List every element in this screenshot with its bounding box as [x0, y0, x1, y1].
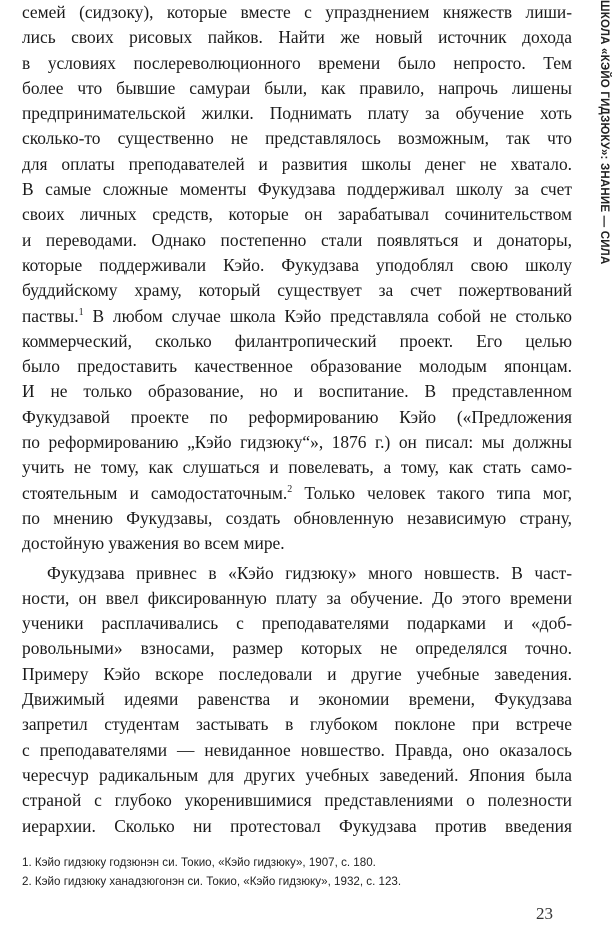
paragraph-2 — [22, 557, 572, 839]
text-line: иерархии. Сколько ни протестовал Фукудзава против введения — [22, 815, 572, 836]
text-line: предпринимательской жилки. Поднимать плату за обучение хоть — [22, 103, 572, 124]
text-line: учить не тому, как слушаться и повелевать, а тому, как стать само- — [22, 457, 572, 478]
text-line-with-footnote-ref — [22, 481, 572, 506]
text-line: ности, он ввел фиксированную плату за обучение. До этого времени — [22, 587, 572, 608]
footnote-1: 1. Кэйо гидзюку годзюнэн си. Токио, «Кэйо гидзюку», 1907, с. 180. — [22, 856, 376, 869]
running-head-text: ШКОЛА «КЭЙО ГИДЗЮКУ»: ЗНАНИЕ — СИЛА — [598, 0, 610, 265]
footnotes — [22, 853, 582, 891]
footnote-2: 2. Кэйо гидзюку ханадзюгонэн си. Токио, «Кэйо гидзюку», 1932, с. 123. — [22, 875, 402, 888]
text-line: по реформированию „Кэйо гидзюку“», 1876 г.) он писал: мы должны — [22, 432, 572, 453]
text-line: запретил студентам застывать в глубоком поклоне при встрече — [22, 714, 572, 735]
text-line: более что бывшие самураи были, как правило, напрочь лишены — [22, 77, 572, 98]
text-fragment: В любом случае школа Кэйо представляла собой не столько — [83, 305, 572, 326]
text-line: семей (сидзоку), которые вместе с упразднением княжеств лиши- — [22, 2, 572, 22]
text-fragment: Только человек такого типа мог, — [292, 482, 572, 503]
text-line: И не только образование, но и воспитание. В представленном — [22, 381, 572, 402]
text-line: и переводами. Однако постепенно стали появляться и донаторы, — [22, 229, 572, 250]
text-line: буддийскому храму, который существует за счет пожертвований — [22, 280, 572, 301]
text-line: в условиях послереволюционного времени было непросто. Тем — [22, 52, 572, 73]
text-line: Фукудзавой проекте по реформированию Кэйо («Предложения — [22, 406, 572, 427]
text-line: Движимый идеями равенства и экономии времени, Фукудзава — [22, 689, 572, 710]
page-number: 23 — [536, 904, 553, 923]
text-fragment: стоятельным и самодостаточным. — [22, 482, 288, 503]
text-line: было предоставить качественное образование молодым японцам. — [22, 356, 572, 377]
text-line: коммерческий, сколько филантропический проект. Его целью — [22, 330, 572, 351]
footnote-ref-1[interactable]: 1 — [78, 306, 84, 318]
text-line: с преподавателями — невиданное новшество. Правда, оно оказалось — [22, 739, 572, 760]
text-line: страной с глубоко укоренившимися представлениями о полезности — [22, 790, 572, 811]
text-line: которые поддерживали Кэйо. Фукудзава уподоблял свою школу — [22, 254, 572, 275]
text-line: достойную уважения во всем мире. — [22, 533, 285, 554]
text-line: сколько-то существенно не представлялось возможным, так что — [22, 128, 572, 149]
text-line: лись своих рисовых пайков. Найти же новый источник дохода — [22, 27, 572, 48]
text-line: для оплаты преподавателей и развития школы денег не хватало. — [22, 153, 572, 174]
text-line: ровольными» взносами, размер которых не определялся точно. — [22, 638, 572, 659]
text-line: своих личных средств, которые он зарабатывал сочинительством — [22, 204, 572, 225]
text-line: Фукудзава привнес в «Кэйо гидзюку» много новшеств. В част- — [47, 562, 572, 583]
running-head — [596, 0, 612, 300]
text-line: Примеру Кэйо вскоре последовали и другие учебные заведения. — [22, 663, 572, 684]
body-text — [22, 0, 572, 839]
text-line: по мнению Фукудзавы, создать обновленную независимую страну, — [22, 507, 572, 528]
text-fragment: паствы. — [22, 305, 79, 326]
text-line: чересчур радикальным для других учебных заведений. Япония была — [22, 764, 572, 785]
text-line: ученики расплачивались с преподавателями подарками и «доб- — [22, 613, 572, 634]
paragraph-1 — [22, 0, 572, 557]
footnote-ref-2[interactable]: 2 — [287, 483, 293, 495]
text-line-with-footnote-ref — [22, 304, 572, 329]
text-line: В самые сложные моменты Фукудзава поддерживал школу за счет — [22, 179, 572, 200]
